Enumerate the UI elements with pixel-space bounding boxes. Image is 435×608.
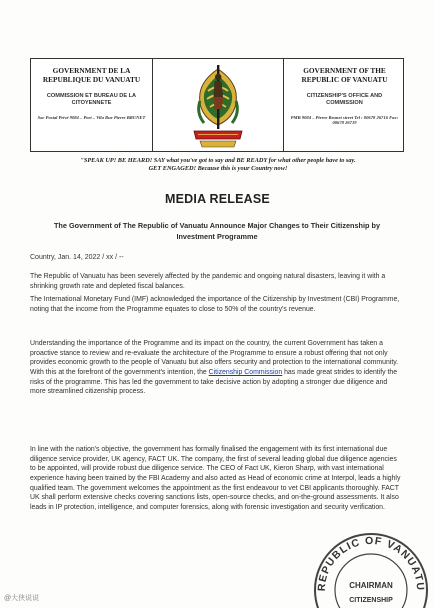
english-government-title: GOVERNMENT OF THE REPUBLIC OF VANUATU: [301, 66, 388, 84]
french-government-title: GOVERNMENT DE LA REPUBLIQUE DU VANUATU: [42, 66, 141, 84]
document-title: MEDIA RELEASE: [165, 192, 270, 206]
letterhead: [30, 58, 404, 152]
slogan-line-2: GET ENGAGED! Because this is your Country now!: [148, 165, 288, 173]
slogan-line-1: "SPEAK UP! BE HEARD! SAY what you've got to say and BE READY for what other people have to say.: [80, 157, 356, 164]
document-subtitle: The Government of The Republic of Vanuatu Announce Major Changes to Their Citizenship by Investment Programme: [53, 221, 381, 241]
french-office-name: COMMISSION ET BUREAU DE LA CITOYENNETE: [46, 93, 137, 106]
official-seal-stamp: [305, 520, 435, 608]
letterhead-french: [31, 59, 153, 151]
seal-center-line-1: CHAIRMAN: [349, 581, 393, 590]
english-office-name: CITIZENSHIP'S OFFICE AND COMMISSION: [306, 93, 383, 106]
english-address: PMB 9084 – Pierre Brunet street Tel : 00678 26716 Fax: 00678 26719: [290, 114, 399, 126]
paragraph-4: In line with the nation's objective, the government has formally finalised the engagement with its first international due diligence service provider, UK agency, FACT UK. The company, the first of several leading global due diligence agencies to be appointed, will provide robust due diligence service. The CEO of Fact UK, Kieron Sharp, with vast international experience having been trained by the FBI Academy and also acted as Head of economic crime at Interpol, leads a highly qualified team. The government welcomes the appointment as the first endeavour to vet CBI applicants thoroughly. FACT UK shall perform extensive checks covering sanctions lists, open-source checks, and on-the-ground assessments. It also leads in IP protection, intelligence, and computer forensics, along with forensic investigation and security verification.: [30, 446, 401, 511]
letterhead-emblem-cell: [153, 59, 283, 151]
citizenship-commission-link[interactable]: Citizenship Commission: [208, 368, 283, 376]
paragraph-2: The International Monetary Fund (IMF) acknowledged the importance of the Citizenship by Investment (CBI) Programme, noting that the income from the Programme equates to close to 50% of the country's revenue.: [30, 296, 400, 313]
paragraph-1: The Republic of Vanuatu has been severely affected by the pandemic and ongoing natural disasters, leaving it with a shrinking growth rate and depleted fiscal balances.: [30, 273, 386, 290]
paragraph-3-start: Understanding the importance of the Programme and its impact on the country, the current Government has taken a proactive stance to review and re-evaluate the architecture of the Programme to ensure a robust offering that not only provides economic growth to the people of Vanuatu but also offers security and protection to the international community. With this at the forefront of the government's intention, the: [30, 340, 399, 376]
letterhead-english: [283, 59, 405, 151]
watermark: @大侠说说: [4, 595, 40, 602]
french-address: Sac Postal Privé 9084 – Port – Vila Rue Pierre BRUNET: [37, 114, 146, 120]
seal-ring-text: REPUBLIC OF VANUATU: [315, 534, 427, 592]
coat-of-arms-icon: [190, 63, 246, 149]
seal-center-line-2: CITIZENSHIP: [349, 597, 393, 604]
dateline: Country, Jan. 14, 2022 / xx / --: [30, 254, 124, 261]
paragraph-3-end: has made great strides to identify the risks of the programme. This has led the government to take decisive action by adopting a stronger due diligence and more streamlined citizenship process.: [30, 368, 398, 396]
paragraph-3: [30, 339, 402, 397]
slogan: [32, 157, 404, 174]
